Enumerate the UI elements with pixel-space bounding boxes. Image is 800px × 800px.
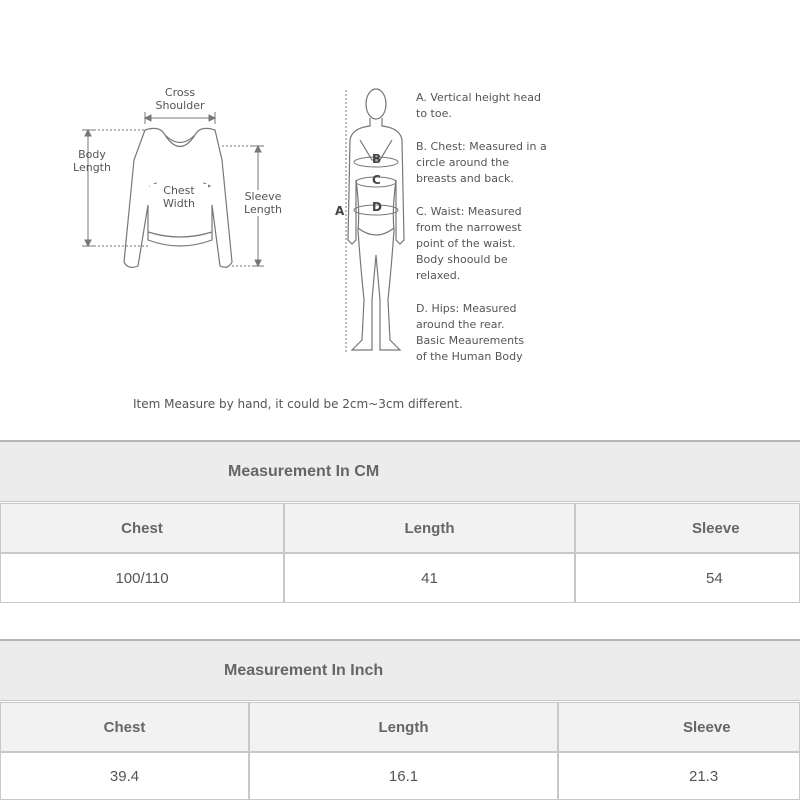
inch-header-row (0, 702, 800, 752)
cm-table-title-bar (0, 440, 800, 502)
note-c: C. Waist: Measured from the narrowest point of the waist. Body shoould be relaxed. (416, 205, 522, 282)
cm-header-length: Length (284, 503, 575, 553)
inch-value-row (0, 752, 800, 800)
figure-letter-a: A (335, 204, 345, 218)
figure-letter-b: B (372, 152, 382, 166)
inch-table-title: Measurement In Inch (224, 662, 384, 679)
note-a: A. Vertical height head to toe. (416, 91, 542, 120)
chest-width-label: Chest Width (150, 184, 208, 210)
cm-header-row (0, 503, 800, 553)
figure-letter-c: C (372, 173, 381, 187)
measure-disclaimer: Item Measure by hand, it could be 2cm~3cm different. (133, 397, 463, 411)
cm-header-chest: Chest (0, 503, 284, 553)
note-d: D. Hips: Measured around the rear. Basic Meaurements of the Human Body (416, 302, 525, 363)
cm-header-sleeve: Sleeve (575, 503, 800, 553)
figure-letter-d: D (372, 200, 382, 214)
inch-table-title-bar (0, 639, 800, 701)
cm-value-chest: 100/110 (0, 553, 284, 603)
cm-table-title: Measurement In CM (228, 463, 380, 480)
inch-header-length: Length (249, 702, 558, 752)
human-figure (348, 89, 404, 350)
cm-value-length: 41 (284, 553, 575, 603)
body-length-label: Body Length (73, 148, 111, 174)
note-b: B. Chest: Measured in a circle around the breasts and back. (416, 140, 547, 185)
cm-value-sleeve: 54 (575, 553, 800, 603)
inch-header-sleeve: Sleeve (558, 702, 800, 752)
inch-value-sleeve: 21.3 (558, 752, 800, 800)
inch-header-chest: Chest (0, 702, 249, 752)
inch-value-length: 16.1 (249, 752, 558, 800)
cross-shoulder-label: Cross Shoulder (155, 86, 205, 112)
sleeve-length-label: Sleeve Length (236, 190, 290, 216)
cm-value-row (0, 553, 800, 603)
inch-value-chest: 39.4 (0, 752, 249, 800)
